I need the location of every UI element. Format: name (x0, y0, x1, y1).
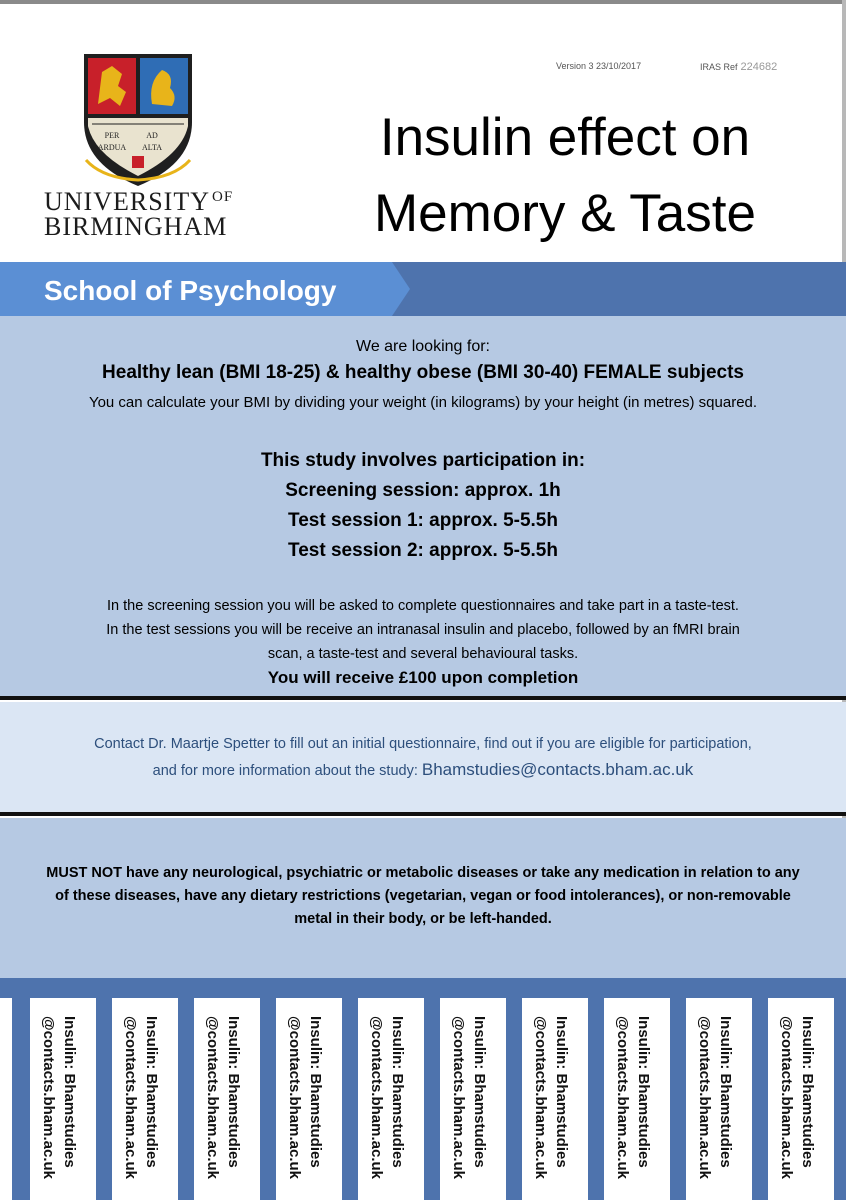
exclusion-panel (0, 818, 846, 978)
school-name: School of Psychology (44, 275, 337, 306)
description-line: scan, a taste-test and several behavioural tasks. (267, 646, 579, 662)
description-line: In the screening session you will be asked to complete questionnaires and take part in a taste-test. (107, 598, 739, 614)
session-item: Screening session: approx. 1h (285, 480, 561, 501)
tear-off-tab-text (530, 1016, 572, 1179)
university-name-line1: UNIVERSITY $^{OF}$ (44, 187, 234, 216)
tear-off-tab-partial (0, 998, 12, 1200)
reward-text: You will receive £100 upon completion (267, 668, 579, 687)
tear-off-tab-line1: Insulin: Bhamstudies (225, 1016, 242, 1168)
exclusion-criteria: MUST NOT have any neurological, psychiatric or metabolic diseases or take any medication in relation to any of these diseases, have any dietary restrictions (vegetarian, vegan or food intolerances), or non-removable metal in their body, or be left-handed. (46, 865, 800, 927)
tear-off-tab-line1: Insulin: Bhamstudies (635, 1016, 652, 1168)
tear-off-tab-text (366, 1016, 408, 1179)
session-item: Test session 1: approx. 5-5.5h (288, 510, 558, 531)
tear-off-tab-text (612, 1016, 654, 1179)
contact-panel (0, 702, 846, 812)
page-top-border (0, 0, 846, 4)
tear-off-tab-line2: @contacts.bham.ac.uk (696, 1016, 713, 1180)
tear-off-tab[interactable] (768, 998, 834, 1200)
tear-off-tab-line1: Insulin: Bhamstudies (61, 1016, 78, 1168)
divider (0, 696, 846, 700)
tear-off-tab-line2: @contacts.bham.ac.uk (204, 1016, 221, 1180)
university-crest-icon (82, 52, 194, 188)
tear-off-tab[interactable] (194, 998, 260, 1200)
university-name-line2: BIRMINGHAM (44, 212, 228, 241)
looking-for-text: We are looking for: (356, 338, 490, 355)
study-heading: This study involves participation in: (260, 450, 586, 471)
tear-off-tab-line2: @contacts.bham.ac.uk (286, 1016, 303, 1180)
university-logo (44, 52, 244, 242)
tear-off-tab[interactable] (686, 998, 752, 1200)
crest-motto-alta: ALTA (142, 143, 162, 152)
tear-off-tab-line1: Insulin: Bhamstudies (799, 1016, 816, 1168)
contact-line1: Contact Dr. Maartje Spetter to fill out an initial questionnaire, find out if you are eligible for participation, (94, 736, 752, 752)
tear-off-tab-line2: @contacts.bham.ac.uk (614, 1016, 631, 1180)
tear-off-tab-line1: Insulin: Bhamstudies (307, 1016, 324, 1168)
tear-off-tab-line2: @contacts.bham.ac.uk (368, 1016, 385, 1180)
recruitment-panel (0, 316, 846, 696)
tear-off-tab-line1: Insulin: Bhamstudies (389, 1016, 406, 1168)
title-line2: Memory & Taste (374, 184, 756, 243)
tear-off-tab-line1: Insulin: Bhamstudies (143, 1016, 160, 1168)
tear-off-tab[interactable] (276, 998, 342, 1200)
tear-off-tab-text (202, 1016, 244, 1179)
tear-off-tab-line2: @contacts.bham.ac.uk (122, 1016, 139, 1180)
page-title (300, 100, 830, 252)
tear-off-tab[interactable] (522, 998, 588, 1200)
contact-email-link[interactable]: Bhamstudies@contacts.bham.ac.uk (421, 760, 694, 779)
tear-off-tab-line2: @contacts.bham.ac.uk (450, 1016, 467, 1180)
tear-off-tab-text (448, 1016, 490, 1179)
iras-number: 224682 (740, 61, 778, 73)
tear-off-tab[interactable] (112, 998, 178, 1200)
crest-motto-ardua: ARDUA (97, 143, 127, 152)
tear-off-tab[interactable] (358, 998, 424, 1200)
contact-line2-text: and for more information about the study: (152, 763, 418, 779)
tear-off-tab[interactable] (440, 998, 506, 1200)
tear-off-tab-line1: Insulin: Bhamstudies (553, 1016, 570, 1168)
description-line: In the test sessions you will be receive an intranasal insulin and placebo, followed by an fMRI brain (106, 622, 740, 638)
divider (0, 812, 846, 816)
tear-off-tab-text (694, 1016, 736, 1179)
tear-off-tab-line2: @contacts.bham.ac.uk (532, 1016, 549, 1180)
iras-label: IRAS Ref (700, 62, 738, 72)
tear-off-tab-line2: @contacts.bham.ac.uk (778, 1016, 795, 1180)
tear-off-tab[interactable] (604, 998, 670, 1200)
crest-motto-ad: AD (146, 131, 158, 140)
title-line1: Insulin effect on (379, 108, 751, 167)
university-name-of: OF (212, 189, 234, 205)
version-label: Version 3 23/10/2017 (556, 61, 642, 71)
eligibility-heading: Healthy lean (BMI 18-25) & healthy obese (BMI 30-40) FEMALE subjects (102, 362, 744, 383)
tear-off-tab-text (120, 1016, 162, 1179)
tear-off-tab-text (38, 1016, 80, 1179)
tear-off-tab[interactable] (30, 998, 96, 1200)
session-item: Test session 2: approx. 5-5.5h (288, 540, 558, 561)
iras-reference (700, 61, 777, 73)
crest-motto-per: PER (104, 131, 120, 140)
contact-line2 (0, 760, 846, 780)
tear-off-tab-line1: Insulin: Bhamstudies (717, 1016, 734, 1168)
tear-off-tab-line1: Insulin: Bhamstudies (471, 1016, 488, 1168)
tear-off-tab-text (284, 1016, 326, 1179)
bmi-instruction: You can calculate your BMI by dividing your weight (in kilograms) by your height (in metres) squared. (88, 394, 758, 411)
tear-off-tab-text (776, 1016, 818, 1179)
tear-off-tab-line2: @contacts.bham.ac.uk (40, 1016, 57, 1180)
